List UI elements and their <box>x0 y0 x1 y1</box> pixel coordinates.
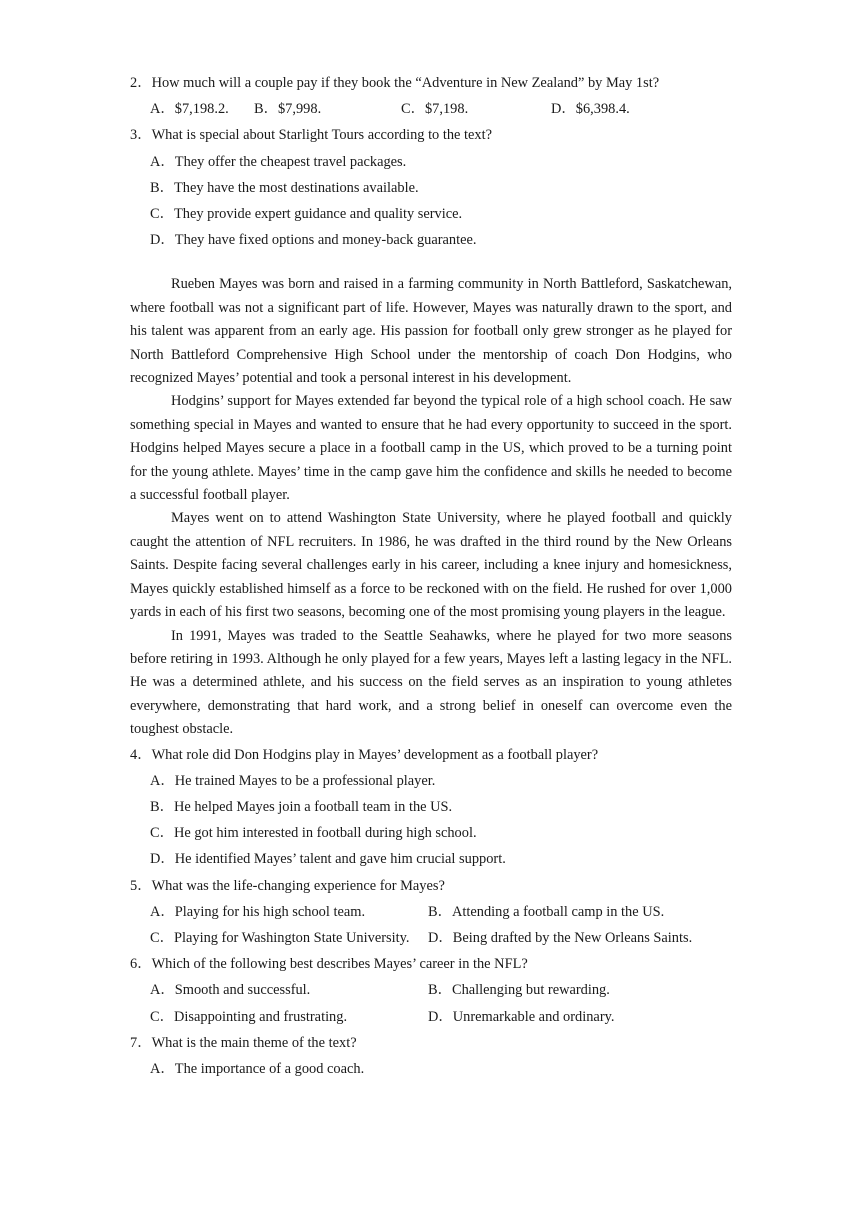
option-c: C．Playing for Washington State University. <box>150 929 410 946</box>
answer-options-row <box>130 977 732 1003</box>
question-stem: 5．What was the life-changing experience for Mayes? <box>130 877 445 894</box>
option-d: D．$6,398.4. <box>551 101 630 118</box>
question-3 <box>130 122 732 253</box>
option-a: A．He trained Mayes to be a professional player. <box>150 772 436 789</box>
option-c: C．They provide expert guidance and quality service. <box>150 206 463 223</box>
option-d: D．They have fixed options and money-back guarantee. <box>150 232 477 249</box>
option-b: B．He helped Mayes join a football team in the US. <box>150 798 453 815</box>
question-7 <box>130 1030 732 1082</box>
option-b: B．They have the most destinations available. <box>150 179 419 196</box>
question-stem: 7．What is the main theme of the text? <box>130 1034 357 1051</box>
question-6 <box>130 951 732 1030</box>
option-b: B．Attending a football camp in the US. <box>428 903 665 920</box>
passage-paragraph: Mayes went on to attend Washington State University, where he played football and quickly caught the attention of NFL recruiters. In 1986, he was drafted in the third round by the New Orleans Saints. Despite facing several challenges early in his career, including a knee injury and homesickness, Mayes quickly established himself as a force to be reckoned with on the field. He rushed for over 1,000 yards in each of his first two seasons, becoming one of the most promising young players in the league. <box>130 510 732 621</box>
passage-paragraph: Rueben Mayes was born and raised in a farming community in North Battleford, Saskatchewan, where football was not a significant part of life. However, Mayes was naturally drawn to the sport, and his talent was apparent from an early age. His passion for football only grew stronger as he played for North Battleford Comprehensive High School under the mentorship of coach Don Hodgins, who recognized Mayes’ potential and took a personal interest in his development. <box>130 276 732 387</box>
question-stem: 6．Which of the following best describes Mayes’ career in the NFL? <box>130 956 528 973</box>
exam-page <box>130 70 732 1082</box>
answer-options-row <box>130 1004 732 1030</box>
answer-options-row <box>130 899 732 925</box>
option-a: A．Playing for his high school team. <box>150 903 366 920</box>
question-5 <box>130 873 732 952</box>
option-a: A．The importance of a good coach. <box>150 1060 365 1077</box>
question-2 <box>130 70 732 122</box>
option-c: C．He got him interested in football during high school. <box>150 825 477 842</box>
reading-passage <box>130 273 732 741</box>
passage-paragraph: In 1991, Mayes was traded to the Seattle Seahawks, where he played for two more seasons before retiring in 1993. Although he only played for a few years, Mayes left a lasting legacy in the NFL. He was a determined athlete, and his success on the field serves as an inspiration to young athletes everywhere, demonstrating that hard work, and a strong belief in oneself can overcome even the toughest obstacle. <box>130 627 732 738</box>
question-stem: 4．What role did Don Hodgins play in Mayes’ development as a football player? <box>130 746 599 763</box>
option-d: D．Being drafted by the New Orleans Saints. <box>428 929 693 946</box>
option-a: A．Smooth and successful. <box>150 982 311 999</box>
question-stem: 2．How much will a couple pay if they book the “Adventure in New Zealand” by May 1st? <box>130 75 660 91</box>
question-4 <box>130 742 732 873</box>
option-b: B．$7,998. <box>254 101 322 118</box>
option-a: A．$7,198.2. <box>150 101 229 118</box>
option-c: C．$7,198. <box>401 101 469 118</box>
question-stem: 3．What is special about Starlight Tours according to the text? <box>130 127 492 144</box>
answer-options-row <box>130 925 732 951</box>
passage-paragraph: Hodgins’ support for Mayes extended far beyond the typical role of a high school coach. He saw something special in Mayes and wanted to ensure that he had every opportunity to succeed in the sport. Hodgins helped Mayes secure a place in a football camp in the US, which proved to be a turning point for the young athlete. Mayes’ time in the camp gave him the confidence and skills he needed to become a successful football player. <box>130 393 732 504</box>
option-a: A．They offer the cheapest travel packages. <box>150 153 407 170</box>
option-c: C．Disappointing and frustrating. <box>150 1008 348 1025</box>
answer-options <box>130 96 732 122</box>
option-d: D．Unremarkable and ordinary. <box>428 1008 615 1025</box>
option-d: D．He identified Mayes’ talent and gave him crucial support. <box>150 851 506 868</box>
option-b: B．Challenging but rewarding. <box>428 982 610 999</box>
